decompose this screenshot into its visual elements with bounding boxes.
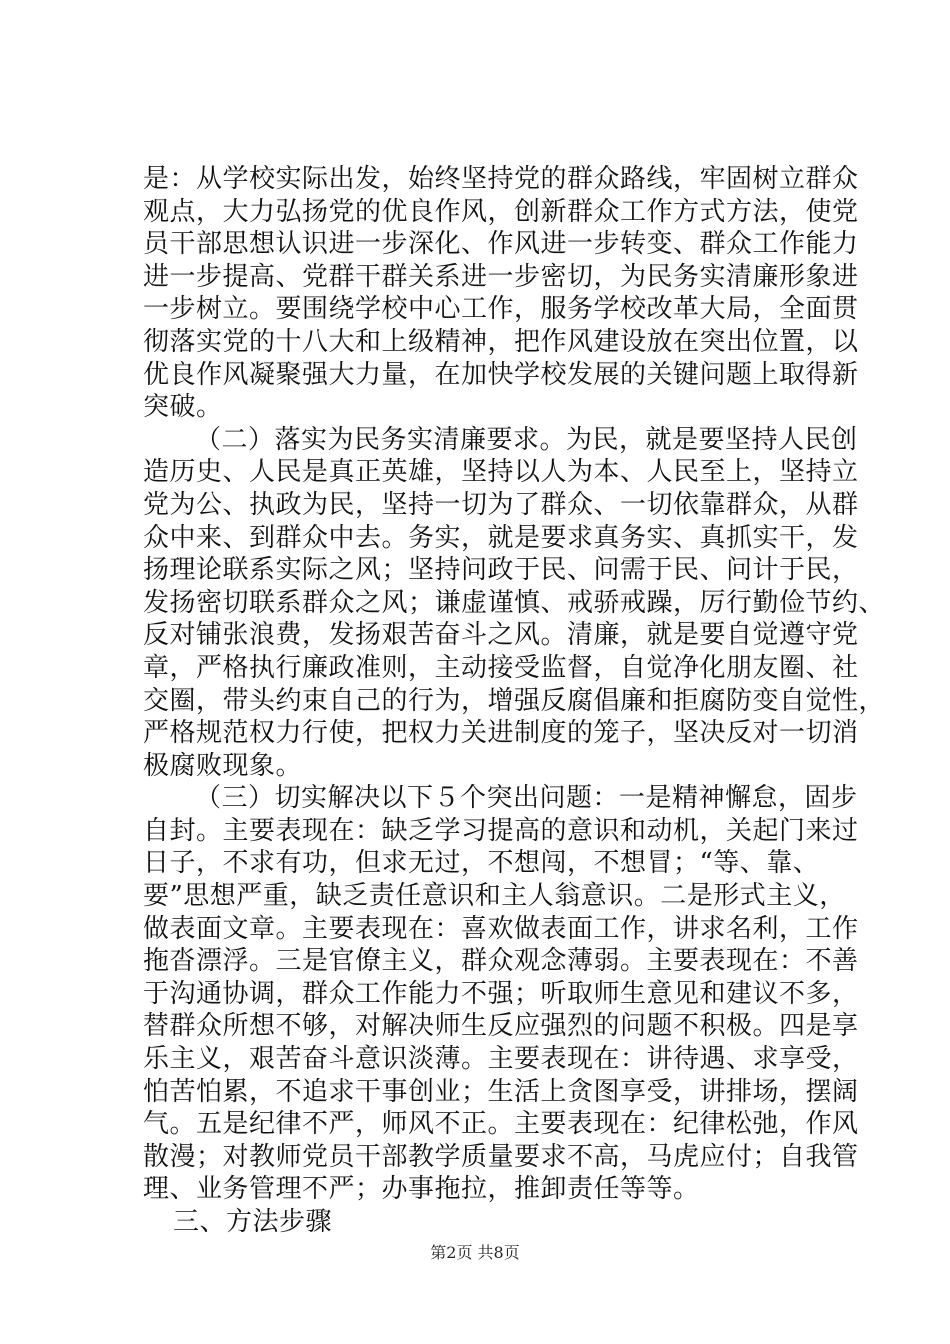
text-line: 散漫；对教师党员干部教学质量要求不高，马虎应付；自我管 [143,1141,859,1172]
text-line: 于沟通协调，群众工作能力不强；听取师生意见和建议不多， [143,978,859,1009]
text-line: 众中来、到群众中去。务实，就是要求真务实、真抓实干，发 [143,522,859,553]
text-line: 理、业务管理不严；办事拖拉，推卸责任等等。 [143,1174,700,1205]
text-line: 党为公、执政为民，坚持一切为了群众、一切依靠群众，从群 [143,489,859,520]
text-line: 造历史、人民是真正英雄，坚持以人为本、人民至上，坚持立 [143,457,859,488]
text-line: 优良作风凝聚强大力量，在加快学校发展的关键问题上取得新 [143,359,859,390]
page-number-footer: 第2页 共8页 [430,1243,520,1262]
text-line: 彻落实党的十八大和上级精神，把作风建设放在突出位置，以 [143,326,859,357]
text-line: 章，严格执行廉政准则，主动接受监督，自觉净化朋友圈、社 [143,652,859,683]
text-line: 乐主义，艰苦奋斗意识淡薄。主要表现在：讲待遇、求享受， [143,1044,859,1075]
text-line: 拖沓漂浮。三是官僚主义，群众观念薄弱。主要表现在：不善 [143,946,859,977]
text-line: 员干部思想认识进一步深化、作风进一步转变、群众工作能力 [143,229,859,260]
text-line: 突破。 [143,392,223,423]
document-body [143,163,886,1239]
text-line: 扬理论联系实际之风；坚持问政于民、问需于民、问计于民， [143,555,859,586]
text-line: 要”思想严重，缺乏责任意识和主人翁意识。二是形式主义， [143,881,846,912]
text-line: 做表面文章。主要表现在：喜欢做表面工作，讲求名利，工作 [143,913,859,944]
text-line: 是：从学校实际出发，始终坚持党的群众路线，牢固树立群众 [143,164,859,194]
text-line: 观点，大力弘扬党的优良作风，创新群众工作方式方法，使党 [143,196,859,227]
paragraph-start-line: （三）切实解决以下５个突出问题：一是精神懈怠，固步 [195,783,858,814]
text-line: 替群众所想不够，对解决师生反应强烈的问题不积极。四是享 [143,1011,859,1042]
text-line: 极腐败现象。 [143,750,303,781]
text-line: 严格规范权力行使，把权力关进制度的笼子，坚决反对一切消 [143,718,859,749]
text-line: 一步树立。要围绕学校中心工作，服务学校改革大局，全面贯 [143,294,859,325]
text-line: 交圈，带头约束自己的行为，增强反腐倡廉和拒腐防变自觉性， [143,685,886,716]
text-line: 进一步提高、党群干群关系进一步密切，为民务实清廉形象进 [143,261,859,292]
paragraph-start-line: （二）落实为民务实清廉要求。为民，就是要坚持人民创 [195,424,858,455]
text-line: 自封。主要表现在：缺乏学习提高的意识和动机，关起门来过 [143,815,859,846]
text-line: 怕苦怕累，不追求干事创业；生活上贪图享受，讲排场，摆阔 [143,1076,859,1107]
text-line: 气。五是纪律不严，师风不正。主要表现在：纪律松弛，作风 [143,1109,859,1140]
text-line: 发扬密切联系群众之风；谦虚谨慎、戒骄戒躁，厉行勤俭节约、 [143,587,886,618]
text-line: 反对铺张浪费，发扬艰苦奋斗之风。清廉，就是要自觉遵守党 [143,620,859,651]
text-line: 日子，不求有功，但求无过，不想闯，不想冒；“等、靠、 [143,848,820,879]
section-heading: 三、方法步骤 [173,1207,333,1237]
